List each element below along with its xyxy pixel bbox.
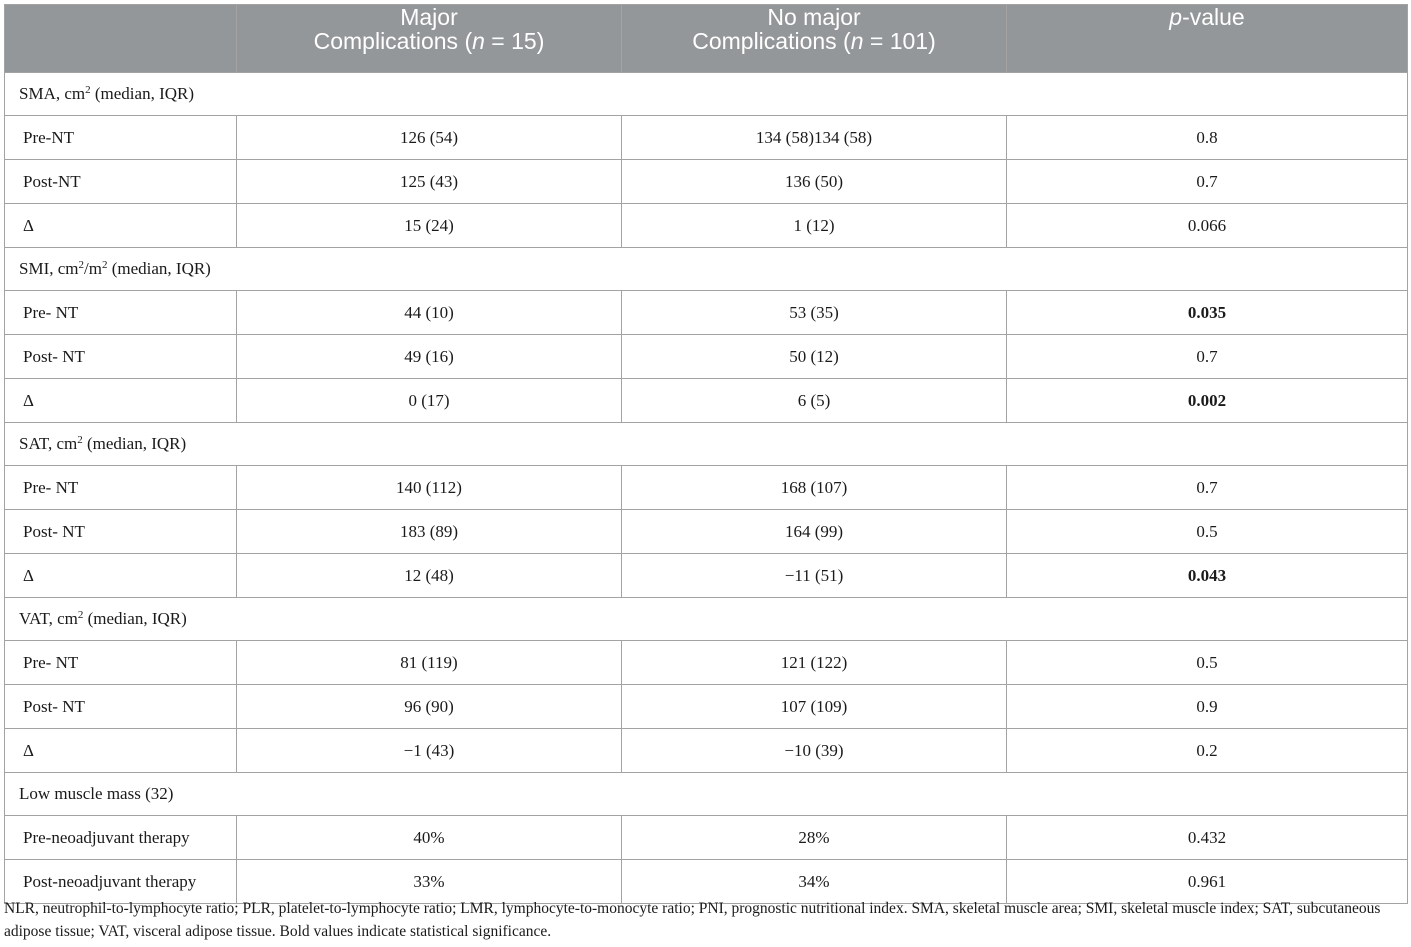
cell-no-major-complications: 53 (35)	[622, 291, 1007, 335]
section-title-suffix: (median, IQR)	[82, 434, 187, 453]
cell-major-complications: −1 (43)	[237, 729, 622, 773]
cell-no-major-complications: 168 (107)	[622, 466, 1007, 510]
cell-p-value: 0.9	[1007, 685, 1408, 729]
section-title	[5, 423, 1408, 466]
section-title-superscript: 2	[77, 434, 83, 446]
table-footnote: NLR, neutrophil-to-lymphocyte ratio; PLR, platelet-to-lymphocyte ratio; LMR, lymphocyte-to-monocyte ratio; PNI, prognostic nutritional index. SMA, skeletal muscle area; SMI, skeletal muscle index; SAT, subcutaneous adipose tissue; VAT, visceral adipose tissue. Bold values indicate statistical significance.	[4, 900, 1381, 940]
section-title-suffix: (median, IQR)	[90, 84, 195, 103]
cell-no-major-complications: 121 (122)	[622, 641, 1007, 685]
cell-major-complications: 15 (24)	[237, 204, 622, 248]
cell-no-major-complications: 34%	[622, 860, 1007, 904]
row-label: Post-neoadjuvant therapy	[5, 860, 237, 904]
section-title-unit: /m	[84, 259, 102, 278]
section-title-text: Low muscle mass (32)	[19, 784, 174, 803]
cell-no-major-complications: 107 (109)	[622, 685, 1007, 729]
cell-major-complications: 140 (112)	[237, 466, 622, 510]
cell-p-value: 0.432	[1007, 816, 1408, 860]
section-header-row	[5, 598, 1408, 641]
results-table	[4, 4, 1408, 904]
header-no-major-complications	[622, 5, 1007, 73]
cell-p-value: 0.5	[1007, 641, 1408, 685]
header-major-line2-post: = 15)	[484, 28, 545, 54]
section-title-text: SAT, cm	[19, 434, 78, 453]
cell-p-value: 0.2	[1007, 729, 1408, 773]
header-major-n: n	[472, 28, 485, 54]
cell-major-complications: 126 (54)	[237, 116, 622, 160]
section-title-suffix: (median, IQR)	[107, 259, 211, 278]
section-title-text: VAT, cm	[19, 609, 78, 628]
header-nomajor-n: n	[850, 28, 864, 54]
table-row	[5, 291, 1408, 335]
header-nomajor-line2-pre: Complications (	[692, 28, 851, 54]
header-p: p	[1169, 4, 1183, 30]
cell-no-major-complications: 136 (50)	[622, 160, 1007, 204]
row-label: Δ	[5, 554, 237, 598]
table-row	[5, 641, 1408, 685]
row-label: Pre- NT	[5, 641, 237, 685]
table-row	[5, 204, 1408, 248]
section-header-row	[5, 73, 1408, 116]
cell-no-major-complications: 1 (12)	[622, 204, 1007, 248]
table-container	[4, 4, 1407, 904]
row-label: Δ	[5, 729, 237, 773]
cell-p-value: 0.7	[1007, 466, 1408, 510]
cell-no-major-complications: −11 (51)	[622, 554, 1007, 598]
row-label: Post- NT	[5, 510, 237, 554]
cell-p-value: 0.7	[1007, 160, 1408, 204]
section-header-row	[5, 248, 1408, 291]
cell-major-complications: 49 (16)	[237, 335, 622, 379]
table-row	[5, 729, 1408, 773]
cell-no-major-complications: 6 (5)	[622, 379, 1007, 423]
cell-major-complications: 44 (10)	[237, 291, 622, 335]
cell-no-major-complications: 50 (12)	[622, 335, 1007, 379]
cell-p-value: 0.5	[1007, 510, 1408, 554]
section-header-row	[5, 423, 1408, 466]
table-body	[5, 73, 1408, 904]
header-nomajor-line2-post: = 101)	[863, 28, 936, 54]
section-title-superscript: 2	[77, 609, 84, 621]
cell-major-complications: 125 (43)	[237, 160, 622, 204]
table-row	[5, 816, 1408, 860]
cell-major-complications: 0 (17)	[237, 379, 622, 423]
cell-major-complications: 81 (119)	[237, 641, 622, 685]
row-label: Pre-NT	[5, 116, 237, 160]
section-title-text: SMA, cm	[19, 84, 86, 103]
table-row	[5, 554, 1408, 598]
row-label: Pre- NT	[5, 466, 237, 510]
row-label: Post-NT	[5, 160, 237, 204]
cell-p-value: 0.8	[1007, 116, 1408, 160]
table-row	[5, 160, 1408, 204]
row-label: Pre-neoadjuvant therapy	[5, 816, 237, 860]
cell-p-value: 0.043	[1007, 554, 1408, 598]
section-title-superscript: 2	[85, 84, 91, 96]
row-label: Δ	[5, 379, 237, 423]
cell-no-major-complications: 134 (58)134 (58)	[622, 116, 1007, 160]
cell-major-complications: 33%	[237, 860, 622, 904]
row-label: Post- NT	[5, 335, 237, 379]
section-title-suffix: (median, IQR)	[83, 609, 187, 628]
cell-major-complications: 40%	[237, 816, 622, 860]
table-row	[5, 510, 1408, 554]
table-row	[5, 116, 1408, 160]
cell-no-major-complications: 164 (99)	[622, 510, 1007, 554]
header-major-line2-pre: Complications (	[313, 28, 473, 54]
section-header-row	[5, 773, 1408, 816]
cell-no-major-complications: 28%	[622, 816, 1007, 860]
cell-no-major-complications: −10 (39)	[622, 729, 1007, 773]
cell-p-value: 0.7	[1007, 335, 1408, 379]
row-label: Pre- NT	[5, 291, 237, 335]
header-major-line1: Major	[400, 4, 458, 30]
table-row	[5, 685, 1408, 729]
section-title	[5, 248, 1408, 291]
section-title	[5, 73, 1408, 116]
table-header-row	[5, 5, 1408, 73]
table-row	[5, 335, 1408, 379]
cell-major-complications: 96 (90)	[237, 685, 622, 729]
row-label: Δ	[5, 204, 237, 248]
table-row	[5, 466, 1408, 510]
cell-p-value: 0.035	[1007, 291, 1408, 335]
header-nomajor-line1: No major	[767, 4, 861, 30]
cell-major-complications: 183 (89)	[237, 510, 622, 554]
cell-p-value: 0.002	[1007, 379, 1408, 423]
cell-p-value: 0.066	[1007, 204, 1408, 248]
section-title-superscript-2: 2	[101, 259, 108, 271]
section-title-text: SMI, cm	[19, 259, 79, 278]
header-major-complications	[237, 5, 622, 73]
section-title-superscript: 2	[78, 259, 84, 271]
cell-major-complications: 12 (48)	[237, 554, 622, 598]
cell-p-value: 0.961	[1007, 860, 1408, 904]
table-row	[5, 379, 1408, 423]
header-p-suffix: -value	[1182, 4, 1245, 30]
section-title	[5, 773, 1408, 816]
row-label: Post- NT	[5, 685, 237, 729]
header-label-column	[5, 5, 237, 73]
section-title	[5, 598, 1408, 641]
header-p-value	[1007, 5, 1408, 73]
